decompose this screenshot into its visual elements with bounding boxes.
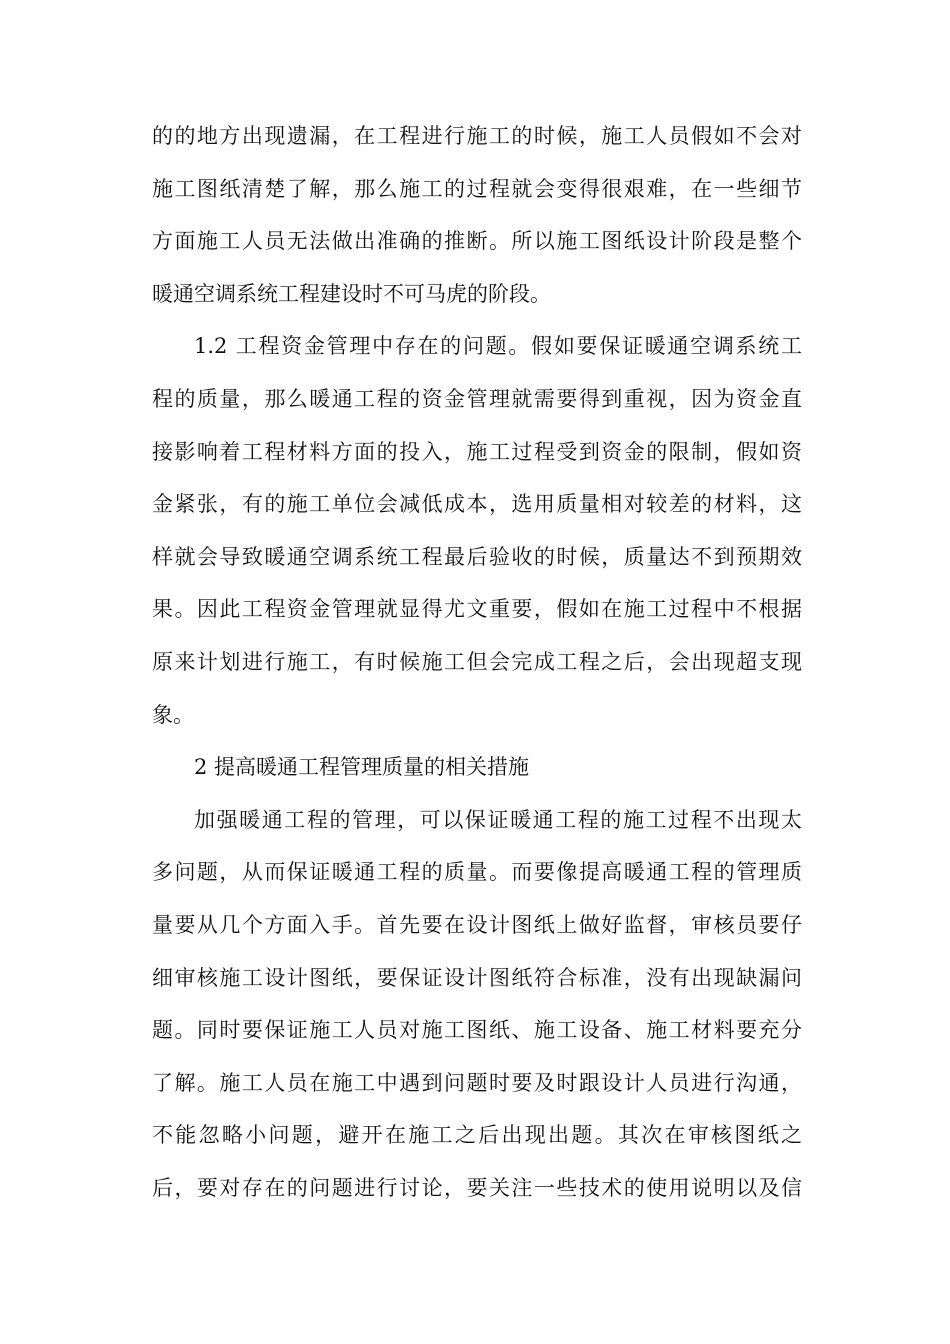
section-heading	[152, 741, 802, 794]
text-line: 后，要对存在的问题进行讨论，要关注一些技术的使用说明以及信	[152, 1175, 802, 1200]
paragraph-funding-issues	[152, 320, 802, 741]
text-line: 样就会导致暖通空调系统工程最后验收的时候，质量达不到预期效	[152, 544, 802, 569]
text-line: 加强暖通工程的管理，可以保证暖通工程的施工过程不出现太	[194, 807, 802, 832]
text-line: 的的地方出现遗漏，在工程进行施工的时候，施工人员假如不会对	[152, 124, 802, 148]
text-line: 多问题，从而保证暖通工程的质量。而要像提高暖通工程的管理质	[152, 860, 802, 885]
paragraph-continuation	[152, 110, 802, 320]
body-text	[152, 110, 802, 1214]
text-line: 原来计划进行施工，有时候施工但会完成工程之后，会出现超支现	[152, 649, 802, 674]
text-line: 量要从几个方面入手。首先要在设计图纸上做好监督，审核员要仔	[152, 912, 802, 937]
text-line: 方面施工人员无法做出准确的推断。所以施工图纸设计阶段是整个	[152, 229, 802, 254]
text-line: 施工图纸清楚了解，那么施工的过程就会变得很艰难，在一些细节	[152, 176, 802, 201]
text-line: 细审核施工设计图纸，要保证设计图纸符合标准，没有出现缺漏问	[152, 965, 802, 990]
text-line: 金紧张，有的施工单位会减低成本，选用质量相对较差的材料，这	[152, 492, 802, 517]
heading-text: 2 提高暖通工程管理质量的相关措施	[194, 755, 530, 780]
text-line: 了解。施工人员在施工中遇到问题时要及时跟设计人员进行沟通，	[152, 1070, 802, 1095]
text-line: 程的质量，那么暖通工程的资金管理就需要得到重视，因为资金直	[152, 386, 802, 411]
text-line: 接影响着工程材料方面的投入，施工过程受到资金的限制，假如资	[152, 439, 802, 464]
text-line: 1.2 工程资金管理中存在的问题。假如要保证暖通空调系统工	[194, 334, 802, 359]
text-line: 题。同时要保证施工人员对施工图纸、施工设备、施工材料要充分	[152, 1018, 802, 1043]
paragraph-measures	[152, 794, 802, 1215]
text-line: 暖通空调系统工程建设时不可马虎的阶段。	[152, 281, 551, 306]
text-line: 不能忽略小问题，避开在施工之后出现出题。其次在审核图纸之	[152, 1123, 802, 1148]
text-line: 象。	[152, 702, 194, 727]
text-line: 果。因此工程资金管理就显得尤文重要，假如在施工过程中不根据	[152, 597, 802, 622]
